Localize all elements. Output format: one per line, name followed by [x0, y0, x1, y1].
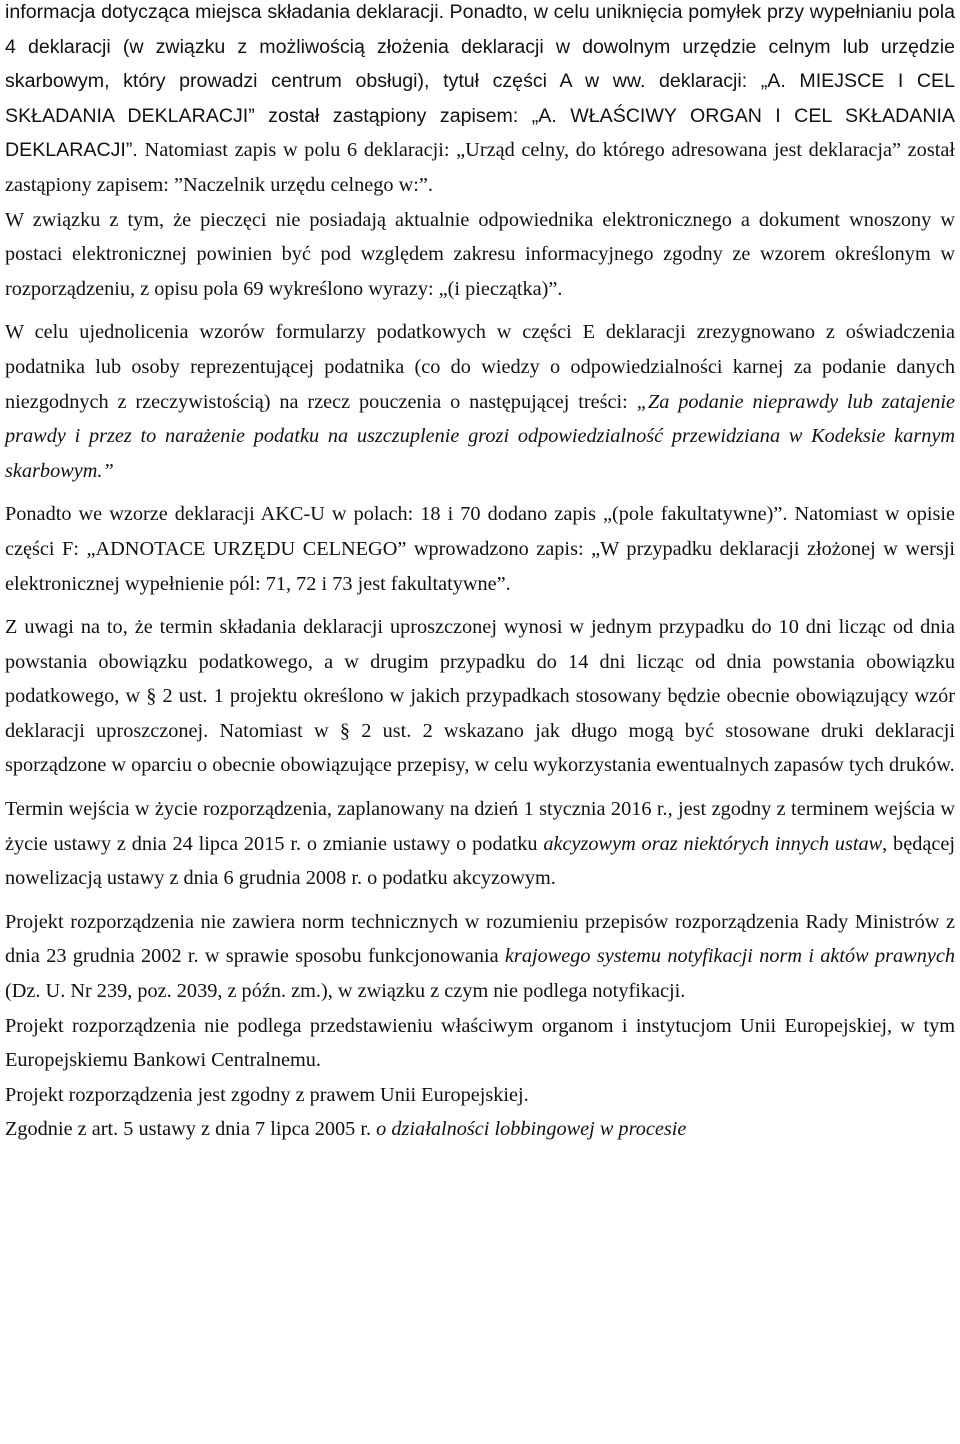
system-title: krajowego systemu notyfikacji norm i aktów prawnych — [504, 945, 955, 968]
paragraph-eu-law: Projekt rozporządzenia jest zgodny z prawem Unii Europejskiej. — [5, 1083, 529, 1106]
paragraph-part-e — [5, 315, 955, 488]
paragraph-simplified-declaration: Z uwagi na to, że termin składania deklaracji uproszczonej wynosi w jednym przypadku do 10 dni licząc od dnia powstania obowiązku podatkowego, a w drugim przypadku do 14 dni licząc od dnia powstania obowiązku podatkowego, w § 2 ust. 1 projektu określono w jakich przypadkach stosowany będzie obecnie obowiązujący wzór deklaracji uproszczonej. Natomiast w § 2 ust. 2 wskazano jak długo mogą być stosowane druki deklaracji sporządzone w oparciu o obecnie obowiązujące przepisy, w celu wykorzystania ewentualnych zapasów tych druków. — [5, 616, 955, 777]
text-run: Termin wejścia w życie rozporządzenia, zaplanowany na dzień 1 stycznia 2016 r., jest zgodny z terminem wejścia w życie ustawy z dnia 24 lipca 2015 r. o zmianie ustawy o podatku — [5, 798, 955, 855]
act-title: o działalności lobbingowej w procesie — [376, 1118, 687, 1141]
paragraph-notification — [5, 905, 955, 1009]
paragraph-entry-into-force — [5, 792, 955, 896]
text-run: Ponadto, w celu uniknięcia pomyłek przy wypełnianiu pola 4 deklaracji (w związku z możliwością złożenia deklaracji w dowolnym urzędzie celnym lub urzędzie skarbowym, który prowadzi centrum obsługi), tytuł części A w ww. deklaracji: „A. MIEJSCE I CEL SKŁADANIA DEKLARACJI” został zastąpiony zapisem: „A. WŁAŚCIWY ORGAN I CEL SKŁADANIA DEKLARACJI”. — [5, 1, 955, 162]
paragraph-akc-u: Ponadto we wzorze deklaracji AKC-U w polach: 18 i 70 dodano zapis „(pole fakultatywne)”. Natomiast w opisie części F: „ADNOTACE URZĘDU CELNEGO” wprowadzono zapis: „W przypadku deklaracji złożonej w wersji elektronicznej wypełnienie pól: 71, 72 i 73 jest fakultatywne”. — [5, 503, 955, 595]
text-run: Natomiast zapis w polu 6 deklaracji: „Urząd celny, do którego adresowana jest deklaracja” został zastąpiony zapisem: ”Naczelnik urzędu celnego w:”. — [5, 139, 955, 196]
text-run: (Dz. U. Nr 239, poz. 2039, z późn. zm.), w związku z czym nie podlega notyfikacji. — [5, 980, 686, 1003]
document-page — [5, 0, 955, 1147]
instruction-quote: „Za podanie nieprawdy lub zatajenie prawdy i przez to narażenie podatku na uszczuplenie grozi odpowiedzialność przewidziana w Kodeksie karnym skarbowym.” — [5, 390, 956, 482]
paragraph-lobbying — [5, 1112, 955, 1147]
text-run: informacja dotycząca miejsca składania deklaracji. — [5, 1, 445, 23]
text-run: , będącej nowelizacją ustawy z dnia 6 grudnia 2008 r. o podatku akcyzowym. — [5, 832, 955, 890]
paragraph-seals: W związku z tym, że pieczęci nie posiadają aktualnie odpowiednika elektronicznego a dokument wnoszony w postaci elektronicznej powinien być pod względem zakresu informacyjnego zgodny ze wzorem określonym w rozporządzeniu, z opisu pola 69 wykreślono wyrazy: „(i pieczątka)”. — [5, 208, 955, 300]
paragraph-declaration-fields — [5, 0, 955, 203]
text-run: Zgodnie z art. 5 ustawy z dnia 7 lipca 2005 r. — [5, 1118, 372, 1141]
text-run: Projekt rozporządzenia nie zawiera norm technicznych w rozumieniu przepisów rozporządzenia Rady Ministrów z dnia 23 grudnia 2002 r. w sprawie sposobu funkcjonowania — [5, 910, 955, 968]
paragraph-eu-institutions: Projekt rozporządzenia nie podlega przedstawieniu właściwym organom i instytucjom Unii Europejskiej, w tym Europejskiemu Bankowi Centralnemu. — [5, 1014, 955, 1072]
act-title: akcyzowym oraz niektórych innych ustaw — [543, 832, 883, 855]
text-run: W celu ujednolicenia wzorów formularzy podatkowych w części E deklaracji zrezygnowano z oświadczenia podatnika lub osoby reprezentującej podatnika (co do wiedzy o odpowiedzialności karnej za podanie danych niezgodnych z rzeczywistością) na rzecz pouczenia o następującej treści: — [5, 321, 955, 413]
